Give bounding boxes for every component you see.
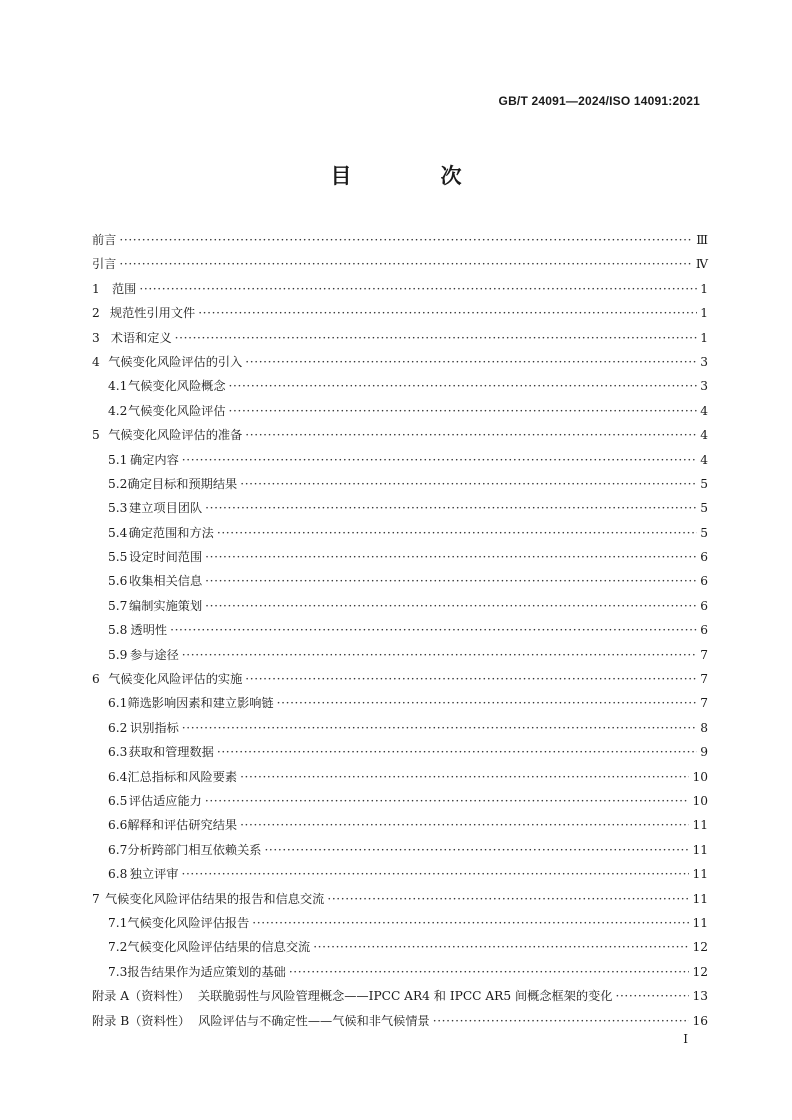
toc-entry[interactable] (92, 813, 708, 837)
dot-leader (205, 789, 690, 813)
toc-entry-title: 气候变化风险评估结果的信息交流 (127, 940, 311, 955)
toc-entry-title: 确定范围和方法 (128, 525, 214, 540)
toc-entry-page: 16 (692, 1013, 708, 1028)
toc-entry-page: 6 (700, 574, 708, 589)
toc-entry-title: 关联脆弱性与风险管理概念——IPCC AR4 和 IPCC AR5 间概念框架的变化 (198, 989, 613, 1004)
toc-entry[interactable] (92, 569, 708, 593)
dot-leader (205, 545, 697, 569)
toc-entry-title: 分析跨部门相互依赖关系 (127, 842, 262, 857)
toc-entry-number: 5.1 (108, 452, 128, 467)
toc-entry-number: 5.6 (108, 574, 128, 589)
dot-leader (205, 496, 697, 520)
toc-entry-number: 6.8 (108, 867, 128, 882)
toc-entry-title: 编制实施策划 (129, 598, 203, 613)
toc-entry-title: 解释和评估研究结果 (127, 818, 238, 833)
toc-entry-number: 5.3 (108, 501, 128, 516)
dot-leader (245, 350, 697, 374)
dot-leader (615, 984, 689, 1008)
dot-leader (240, 765, 689, 789)
toc-entry-page: 4 (700, 452, 708, 467)
toc-entry[interactable] (92, 643, 708, 667)
toc-entry-number: 7.1 (108, 915, 128, 930)
toc-entry[interactable] (92, 667, 708, 691)
toc-entry-number: 4.2 (108, 403, 128, 418)
toc-entry-page: 5 (700, 476, 708, 491)
toc-entry-title: 气候变化风险评估报告 (127, 915, 250, 930)
toc-entry[interactable] (92, 984, 708, 1008)
toc-entry-page: 7 (700, 696, 708, 711)
toc-entry-title: 确定内容 (130, 452, 179, 467)
toc-entry-title: 范围 (112, 281, 137, 296)
toc-entry-page: 5 (700, 501, 708, 516)
dot-leader (205, 569, 697, 593)
toc-entry-page: 7 (700, 647, 708, 662)
dot-leader (119, 252, 692, 276)
toc-entry[interactable] (92, 399, 708, 423)
toc-entry-title: 获取和管理数据 (128, 745, 214, 760)
toc-entry[interactable] (92, 935, 708, 959)
dot-leader (217, 521, 697, 545)
toc-entry[interactable] (92, 545, 708, 569)
toc-entry-page: 9 (700, 745, 708, 760)
dot-leader (217, 740, 697, 764)
page-title: 目 次 (330, 164, 496, 188)
dot-leader (433, 1009, 690, 1033)
toc-entry[interactable] (92, 301, 708, 325)
toc-entry-title: 气候变化风险评估的准备 (108, 428, 243, 443)
toc-entry-page: 1 (700, 306, 708, 321)
toc-entry-title: 气候变化风险评估结果的报告和信息交流 (104, 891, 325, 906)
toc-entry-number: 7.2 (108, 940, 128, 955)
toc-entry-title: 术语和定义 (110, 330, 172, 345)
toc-entry[interactable] (92, 887, 708, 911)
dot-leader (119, 228, 693, 252)
toc-entry[interactable] (92, 252, 708, 276)
toc-entry-title: 气候变化风险评估的引入 (108, 354, 243, 369)
dot-leader (182, 716, 697, 740)
toc-entry-number: 6.2 (108, 720, 128, 735)
toc-entry-number: 6.1 (108, 696, 128, 711)
dot-leader (182, 448, 697, 472)
toc-entry-page: 6 (700, 550, 708, 565)
toc-entry-number: 5.8 (108, 623, 128, 638)
toc-entry-page: Ⅳ (695, 257, 708, 272)
toc-entry-number: 5 (92, 428, 100, 443)
toc-entry-title: 筛选影响因素和建立影响链 (127, 696, 274, 711)
toc-entry-page: 13 (692, 989, 708, 1004)
toc-entry-page: 6 (700, 598, 708, 613)
toc-entry[interactable] (92, 448, 708, 472)
toc-entry-number: 6.3 (108, 745, 128, 760)
toc-entry-number: 1 (92, 281, 100, 296)
standard-code: GB/T 24091—2024/ISO 14091:2021 (498, 94, 700, 108)
toc-entry-page: 11 (692, 818, 708, 833)
toc-entry-title: 风险评估与不确定性——气候和非气候情景 (198, 1013, 430, 1028)
toc-entry-page: 4 (700, 428, 708, 443)
toc-entry-page: 11 (692, 867, 708, 882)
toc-entry-page: 12 (692, 964, 708, 979)
dot-leader (245, 667, 697, 691)
toc-entry-title: 引言 (92, 257, 117, 272)
dot-leader (229, 399, 697, 423)
dot-leader (252, 911, 689, 935)
toc-entry[interactable] (92, 423, 708, 447)
page-number: I (683, 1032, 688, 1046)
toc-entry-title: 评估适应能力 (128, 793, 202, 808)
toc-entry[interactable] (92, 374, 708, 398)
toc-entry-page: 7 (700, 672, 708, 687)
toc-entry[interactable] (92, 472, 708, 496)
dot-leader (289, 960, 690, 984)
dot-leader (182, 643, 697, 667)
dot-leader (264, 838, 689, 862)
toc-entry-title: 参与途径 (130, 647, 179, 662)
toc-entry-number: 4.1 (108, 379, 128, 394)
toc-entry-title: 收集相关信息 (129, 574, 203, 589)
dot-leader (229, 374, 697, 398)
toc-entry[interactable] (92, 326, 708, 350)
toc-entry-number: 4 (92, 354, 100, 369)
toc-entry[interactable] (92, 496, 708, 520)
toc-entry-number: 5.4 (108, 525, 128, 540)
toc-entry-page: Ⅲ (696, 233, 708, 247)
dot-leader (175, 326, 697, 350)
dot-leader (313, 935, 689, 959)
toc-entry-page: 1 (700, 281, 708, 296)
toc-entry-title: 汇总指标和风险要素 (127, 769, 238, 784)
toc-entry-title: 透明性 (130, 623, 168, 638)
toc-entry[interactable] (92, 228, 708, 252)
toc-entry[interactable] (92, 789, 708, 813)
toc-entry-number: 附录 A（资料性） (92, 989, 190, 1004)
toc-entry-number: 5.9 (108, 647, 128, 662)
toc-entry-number: 2 (92, 306, 100, 321)
toc-entry-number: 5.5 (108, 550, 128, 565)
toc-entry[interactable] (92, 740, 708, 764)
toc-entry-title: 识别指标 (130, 720, 179, 735)
dot-leader (139, 277, 697, 301)
toc-entry[interactable] (92, 1009, 708, 1033)
toc-entry-number: 5.7 (108, 598, 128, 613)
toc-entry-page: 1 (700, 330, 708, 345)
toc-entry-page: 6 (700, 623, 708, 638)
toc-entry[interactable] (92, 691, 708, 715)
toc-entry[interactable] (92, 716, 708, 740)
toc-entry-page: 11 (692, 842, 708, 857)
dot-leader (327, 887, 689, 911)
toc-entry-number: 6.4 (108, 769, 128, 784)
toc-entry-number: 6.7 (108, 842, 128, 857)
toc-entry-number: 5.2 (108, 476, 128, 491)
dot-leader (245, 423, 697, 447)
dot-leader (240, 813, 689, 837)
toc-entry-page: 11 (692, 891, 708, 906)
toc-entry-page: 12 (692, 940, 708, 955)
toc-entry-title: 确定目标和预期结果 (127, 476, 238, 491)
table-of-contents (92, 228, 708, 1033)
toc-entry[interactable] (92, 911, 708, 935)
dot-leader (198, 301, 697, 325)
toc-entry-page: 10 (692, 769, 708, 784)
toc-entry-title: 建立项目团队 (129, 501, 203, 516)
toc-entry[interactable] (92, 277, 708, 301)
dot-leader (240, 472, 697, 496)
dot-leader (181, 862, 689, 886)
toc-entry-title: 气候变化风险概念 (128, 379, 226, 394)
toc-entry-title: 气候变化风险评估的实施 (108, 672, 243, 687)
toc-entry[interactable] (92, 618, 708, 642)
toc-entry-page: 3 (700, 354, 708, 369)
toc-entry-title: 设定时间范围 (129, 550, 203, 565)
dot-leader (205, 594, 697, 618)
toc-entry-title: 报告结果作为适应策划的基础 (127, 964, 286, 979)
toc-entry-number: 6.5 (108, 793, 128, 808)
toc-entry-title: 前言 (92, 233, 117, 247)
toc-entry[interactable] (92, 765, 708, 789)
toc-entry-title: 气候变化风险评估 (128, 403, 226, 418)
toc-entry-page: 11 (692, 915, 708, 930)
dot-leader (277, 691, 697, 715)
toc-entry-page: 3 (700, 379, 708, 394)
toc-entry-title: 独立评审 (129, 867, 179, 882)
toc-entry-page: 10 (692, 793, 708, 808)
toc-entry[interactable] (92, 960, 708, 984)
toc-entry[interactable] (92, 838, 708, 862)
toc-entry[interactable] (92, 350, 708, 374)
toc-entry-page: 5 (700, 525, 708, 540)
toc-entry-title: 规范性引用文件 (109, 306, 196, 321)
toc-entry[interactable] (92, 594, 708, 618)
toc-entry-page: 8 (700, 720, 708, 735)
toc-entry-number: 6.6 (108, 818, 128, 833)
toc-entry-number: 3 (92, 330, 100, 345)
toc-entry-number: 7 (92, 891, 100, 906)
toc-entry[interactable] (92, 862, 708, 886)
toc-entry-number: 7.3 (108, 964, 128, 979)
dot-leader (170, 618, 697, 642)
toc-entry-number: 6 (92, 672, 100, 687)
toc-entry-page: 4 (700, 403, 708, 418)
toc-entry-number: 附录 B（资料性） (92, 1013, 191, 1028)
toc-entry[interactable] (92, 521, 708, 545)
